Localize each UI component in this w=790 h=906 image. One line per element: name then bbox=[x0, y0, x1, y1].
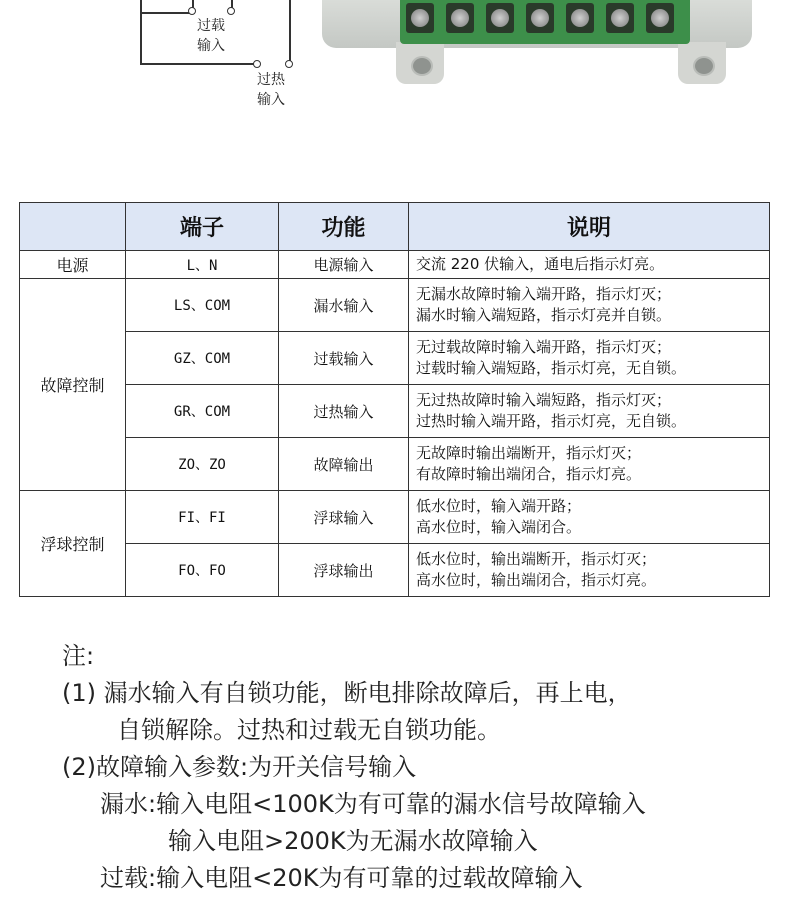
terminal-cell: FI、FI bbox=[126, 491, 279, 544]
notes-title: 注: bbox=[62, 642, 95, 670]
description-cell: 无故障时输出端断开，指示灯灭； 有故障时输出端闭合，指示灯亮。 bbox=[409, 438, 770, 491]
description-cell: 交流 220 伏输入，通电后指示灯亮。 bbox=[409, 251, 770, 279]
function-cell: 电源输入 bbox=[279, 251, 409, 279]
function-cell: 故障输出 bbox=[279, 438, 409, 491]
table-row bbox=[20, 251, 770, 279]
terminal-node bbox=[227, 7, 235, 15]
terminal-screw-icon bbox=[526, 3, 554, 33]
wire-left-vertical bbox=[140, 0, 142, 64]
terminal-cell: ZO、ZO bbox=[126, 438, 279, 491]
header-group bbox=[20, 203, 126, 251]
header-description: 说明 bbox=[409, 203, 770, 251]
terminal-node bbox=[285, 60, 293, 68]
description-cell: 无漏水故障时输入端开路，指示灯灭； 漏水时输入端短路，指示灯亮并自锁。 bbox=[409, 279, 770, 332]
terminal-screw-icon bbox=[446, 3, 474, 33]
note-line: (1) 漏水输入有自锁功能，断电排除故障后，再上电， bbox=[62, 679, 632, 707]
description-cell: 无过载故障时输入端开路，指示灯灭； 过载时输入端短路，指示灯亮，无自锁。 bbox=[409, 332, 770, 385]
terminal-cell: LS、COM bbox=[126, 279, 279, 332]
note-line: 自锁解除。过热和过载无自锁功能。 bbox=[117, 716, 501, 744]
description-cell: 低水位时，输出端断开，指示灯灭； 高水位时，输出端闭合，指示灯亮。 bbox=[409, 544, 770, 597]
mounting-tab-left bbox=[396, 42, 444, 84]
wiring-diagram-area bbox=[0, 0, 790, 180]
terminal-screw-icon bbox=[606, 3, 634, 33]
table-header-row bbox=[20, 203, 770, 251]
table-row bbox=[20, 438, 770, 491]
wire-top-horizontal bbox=[140, 12, 192, 14]
terminal-screw-icon bbox=[646, 3, 674, 33]
table-row bbox=[20, 279, 770, 332]
function-cell: 漏水输入 bbox=[279, 279, 409, 332]
table-row bbox=[20, 544, 770, 597]
note-line: (2)故障输入参数:为开关信号输入 bbox=[62, 753, 417, 781]
function-cell: 过载输入 bbox=[279, 332, 409, 385]
terminal-screw-icon bbox=[406, 3, 434, 33]
mounting-tab-right bbox=[678, 42, 726, 84]
terminal-cell: L、N bbox=[126, 251, 279, 279]
table-row bbox=[20, 332, 770, 385]
controller-device-image bbox=[322, 0, 752, 92]
terminal-cell: GZ、COM bbox=[126, 332, 279, 385]
header-function: 功能 bbox=[279, 203, 409, 251]
header-terminal: 端子 bbox=[126, 203, 279, 251]
terminal-cell: GR、COM bbox=[126, 385, 279, 438]
terminal-block bbox=[400, 0, 690, 44]
function-cell: 浮球输出 bbox=[279, 544, 409, 597]
description-cell: 无过热故障时输入端短路，指示灯灭； 过热时输入端开路，指示灯亮，无自锁。 bbox=[409, 385, 770, 438]
note-line: 漏水:输入电阻<100K为有可靠的漏水信号故障输入 bbox=[100, 790, 646, 818]
group-cell: 浮球控制 bbox=[20, 491, 126, 597]
notes-section bbox=[62, 638, 782, 897]
note-line: 过载:输入电阻<20K为有可靠的过载故障输入 bbox=[100, 864, 583, 892]
function-cell: 过热输入 bbox=[279, 385, 409, 438]
group-cell: 故障控制 bbox=[20, 279, 126, 491]
description-cell: 低水位时，输入端开路； 高水位时，输入端闭合。 bbox=[409, 491, 770, 544]
wire-bottom-horizontal bbox=[140, 63, 258, 65]
terminal-cell: FO、FO bbox=[126, 544, 279, 597]
table-row bbox=[20, 491, 770, 544]
label-overheat-input: 过热 输入 bbox=[257, 72, 285, 108]
terminal-function-table bbox=[19, 202, 770, 597]
label-overload-input: 过载 输入 bbox=[197, 18, 225, 54]
terminal-node bbox=[253, 60, 261, 68]
group-cell: 电源 bbox=[20, 251, 126, 279]
terminal-screw-icon bbox=[566, 3, 594, 33]
function-cell: 浮球输入 bbox=[279, 491, 409, 544]
terminal-screw-icon bbox=[486, 3, 514, 33]
note-line: 输入电阻>200K为无漏水故障输入 bbox=[168, 827, 538, 855]
terminal-node bbox=[188, 7, 196, 15]
wire-right-vertical bbox=[289, 0, 291, 62]
table-row bbox=[20, 385, 770, 438]
